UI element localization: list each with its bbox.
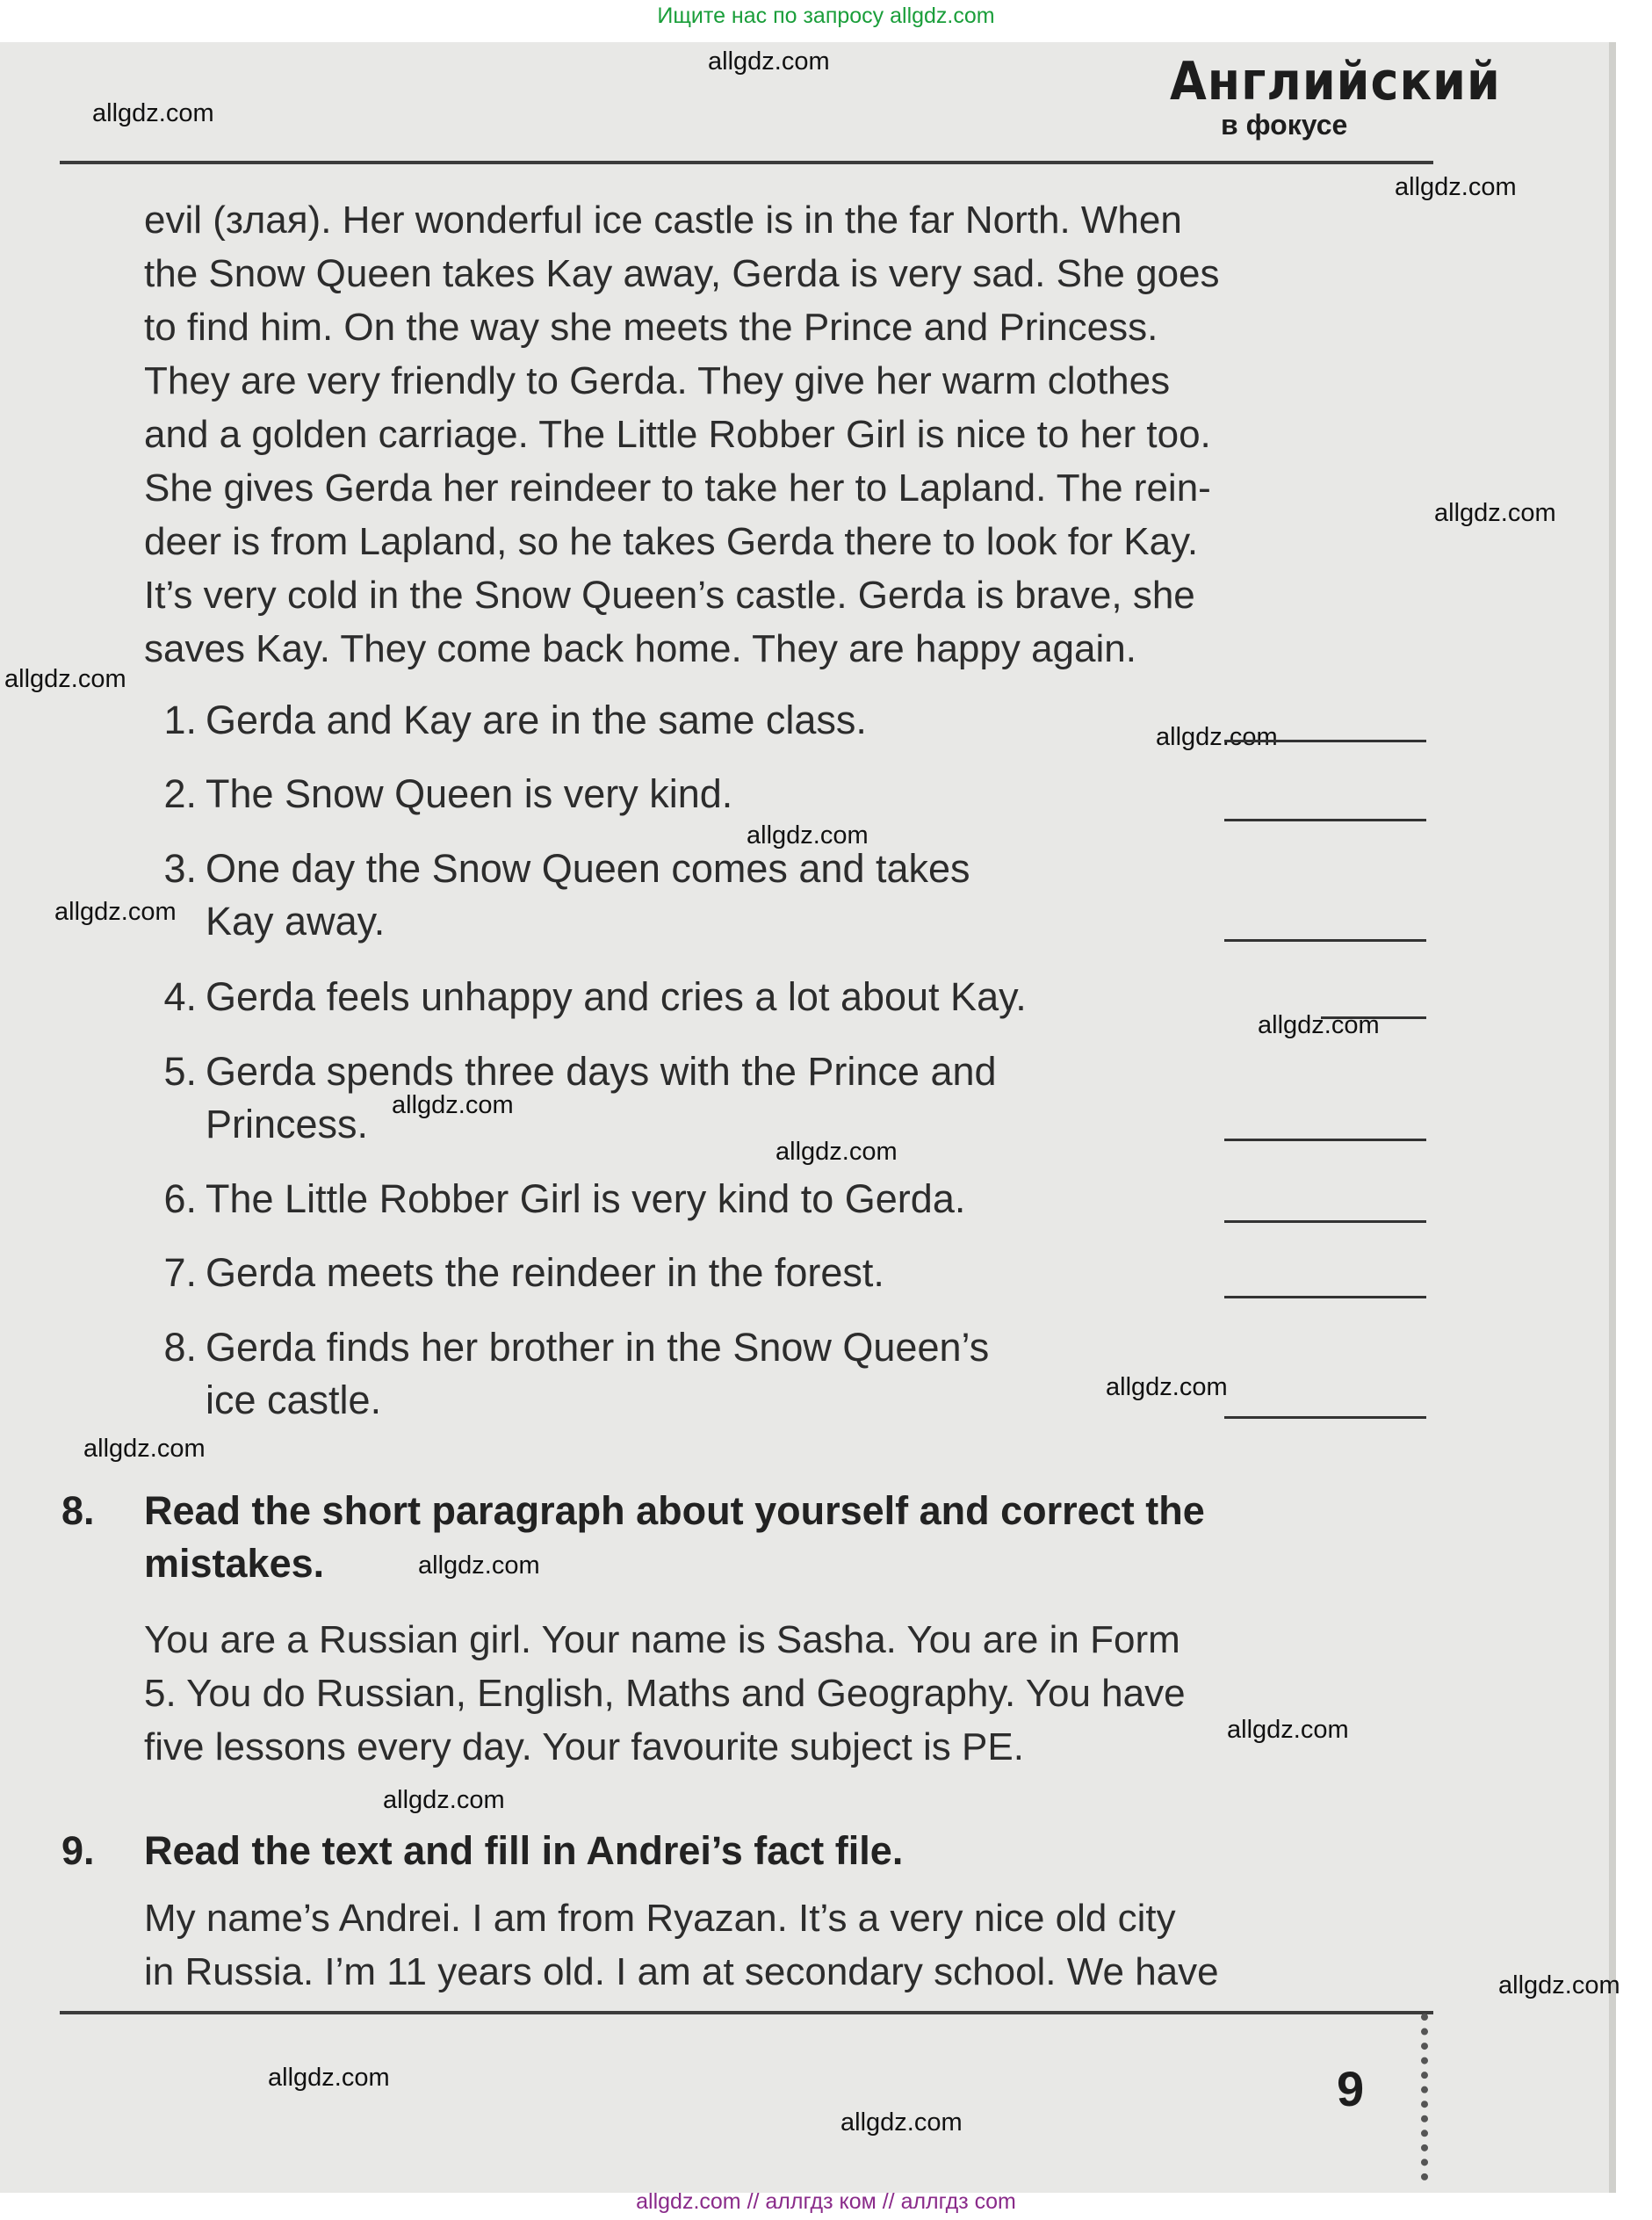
paragraph-line: five lessons every day. Your favourite subject is PE. bbox=[144, 1725, 1024, 1768]
statement-item bbox=[144, 694, 1433, 747]
watermark: allgdz.com bbox=[392, 1091, 514, 1119]
page-number: 9 bbox=[1337, 2061, 1365, 2116]
answer-blank[interactable] bbox=[1224, 939, 1426, 942]
statement-text: The Snow Queen is very kind. bbox=[206, 771, 733, 816]
statement-text-cont: Princess. bbox=[206, 1102, 369, 1146]
watermark: allgdz.com bbox=[1434, 499, 1556, 527]
task-number: 8. bbox=[61, 1488, 95, 1533]
statement-item bbox=[144, 842, 1433, 948]
task-number: 9. bbox=[61, 1828, 95, 1873]
paragraph-line: My name’s Andrei. I am from Ryazan. It’s a very nice old city bbox=[144, 1897, 1176, 1940]
watermark: allgdz.com bbox=[1156, 723, 1278, 751]
statement-text: Gerda finds her brother in the Snow Queen’s bbox=[206, 1325, 990, 1370]
story-line: evil (злая). Her wonderful ice castle is in the far North. When bbox=[144, 199, 1182, 242]
textbook-logo bbox=[1170, 51, 1501, 148]
statement-number: 6. bbox=[163, 1176, 197, 1221]
statement-number: 8. bbox=[163, 1325, 197, 1370]
paragraph-line: 5. You do Russian, English, Maths and Geography. You have bbox=[144, 1672, 1186, 1715]
task-8-heading bbox=[61, 1485, 1432, 1599]
watermark: allgdz.com bbox=[54, 898, 177, 926]
page-edge bbox=[1609, 42, 1616, 2193]
statement-text: Gerda meets the reindeer in the forest. bbox=[206, 1250, 884, 1295]
statement-number: 4. bbox=[163, 974, 197, 1019]
bottom-banner[interactable]: allgdz.com // аллгдз ком // аллгдз com bbox=[636, 2189, 1016, 2214]
story-line: deer is from Lapland, so he takes Gerda there to look for Kay. bbox=[144, 520, 1199, 563]
footer-rule bbox=[60, 2011, 1433, 2014]
statement-number: 5. bbox=[163, 1049, 197, 1094]
statement-item bbox=[144, 1247, 1433, 1299]
watermark: allgdz.com bbox=[776, 1138, 898, 1166]
header-rule bbox=[60, 161, 1433, 164]
watermark: allgdz.com bbox=[383, 1786, 505, 1814]
top-banner[interactable]: Ищите нас по запросу allgdz.com bbox=[657, 4, 995, 28]
statement-item bbox=[144, 1321, 1433, 1427]
answer-blank[interactable] bbox=[1321, 1016, 1426, 1019]
statement-item bbox=[144, 1173, 1433, 1226]
story-line: the Snow Queen takes Kay away, Gerda is very sad. She goes bbox=[144, 252, 1220, 295]
watermark: allgdz.com bbox=[1498, 1971, 1620, 1999]
watermark: allgdz.com bbox=[268, 2064, 390, 2092]
watermark: allgdz.com bbox=[418, 1551, 540, 1580]
story-line: She gives Gerda her reindeer to take her to Lapland. The rein- bbox=[144, 466, 1211, 510]
statement-number: 3. bbox=[163, 846, 197, 891]
statement-number: 2. bbox=[163, 771, 197, 816]
statement-item bbox=[144, 1045, 1433, 1151]
logo-subtitle: в фокусе bbox=[1221, 109, 1348, 141]
watermark: allgdz.com bbox=[83, 1435, 206, 1463]
answer-blank[interactable] bbox=[1224, 1220, 1426, 1223]
answer-blank[interactable] bbox=[1224, 819, 1426, 821]
task-title: Read the short paragraph about yourself and correct the bbox=[144, 1488, 1205, 1533]
statement-item bbox=[144, 971, 1433, 1023]
statement-text-cont: Kay away. bbox=[206, 899, 386, 944]
paragraph-line: You are a Russian girl. Your name is Sasha. You are in Form bbox=[144, 1618, 1180, 1661]
watermark: allgdz.com bbox=[1106, 1373, 1228, 1401]
watermark: allgdz.com bbox=[708, 47, 830, 76]
page-margin-dots bbox=[1421, 2014, 1437, 2180]
statement-text: Gerda and Kay are in the same class. bbox=[206, 698, 867, 742]
watermark: allgdz.com bbox=[840, 2108, 963, 2137]
statement-text: One day the Snow Queen comes and takes bbox=[206, 846, 970, 891]
watermark: allgdz.com bbox=[4, 665, 126, 693]
story-line: It’s very cold in the Snow Queen’s castle. Gerda is brave, she bbox=[144, 574, 1195, 617]
story-line: to find him. On the way she meets the Prince and Princess. bbox=[144, 306, 1158, 349]
statement-number: 1. bbox=[163, 698, 197, 742]
watermark: allgdz.com bbox=[92, 99, 214, 127]
logo-title: Английский bbox=[1170, 51, 1501, 112]
story-line: and a golden carriage. The Little Robber Girl is nice to her too. bbox=[144, 413, 1211, 456]
watermark: allgdz.com bbox=[747, 821, 869, 850]
task-title: Read the text and fill in Andrei’s fact file. bbox=[144, 1828, 904, 1873]
watermark: allgdz.com bbox=[1395, 173, 1517, 201]
story-line: saves Kay. They come back home. They are happy again. bbox=[144, 627, 1136, 670]
statement-text: Gerda feels unhappy and cries a lot about Kay. bbox=[206, 974, 1027, 1019]
statement-text: Gerda spends three days with the Prince and bbox=[206, 1049, 997, 1094]
watermark: allgdz.com bbox=[1258, 1011, 1380, 1039]
paragraph-line: in Russia. I’m 11 years old. I am at secondary school. We have bbox=[144, 1950, 1219, 1993]
task-title-cont: mistakes. bbox=[144, 1541, 325, 1586]
statement-text-cont: ice castle. bbox=[206, 1378, 382, 1422]
answer-blank[interactable] bbox=[1224, 1139, 1426, 1141]
answer-blank[interactable] bbox=[1224, 1296, 1426, 1298]
statement-item bbox=[144, 768, 1433, 821]
statement-number: 7. bbox=[163, 1250, 197, 1295]
answer-blank[interactable] bbox=[1224, 1416, 1426, 1419]
statement-text: The Little Robber Girl is very kind to Gerda. bbox=[206, 1176, 966, 1221]
task-9-heading bbox=[61, 1825, 1432, 1877]
watermark: allgdz.com bbox=[1227, 1716, 1349, 1744]
answer-blank[interactable] bbox=[1224, 740, 1426, 742]
story-line: They are very friendly to Gerda. They give her warm clothes bbox=[144, 359, 1171, 402]
